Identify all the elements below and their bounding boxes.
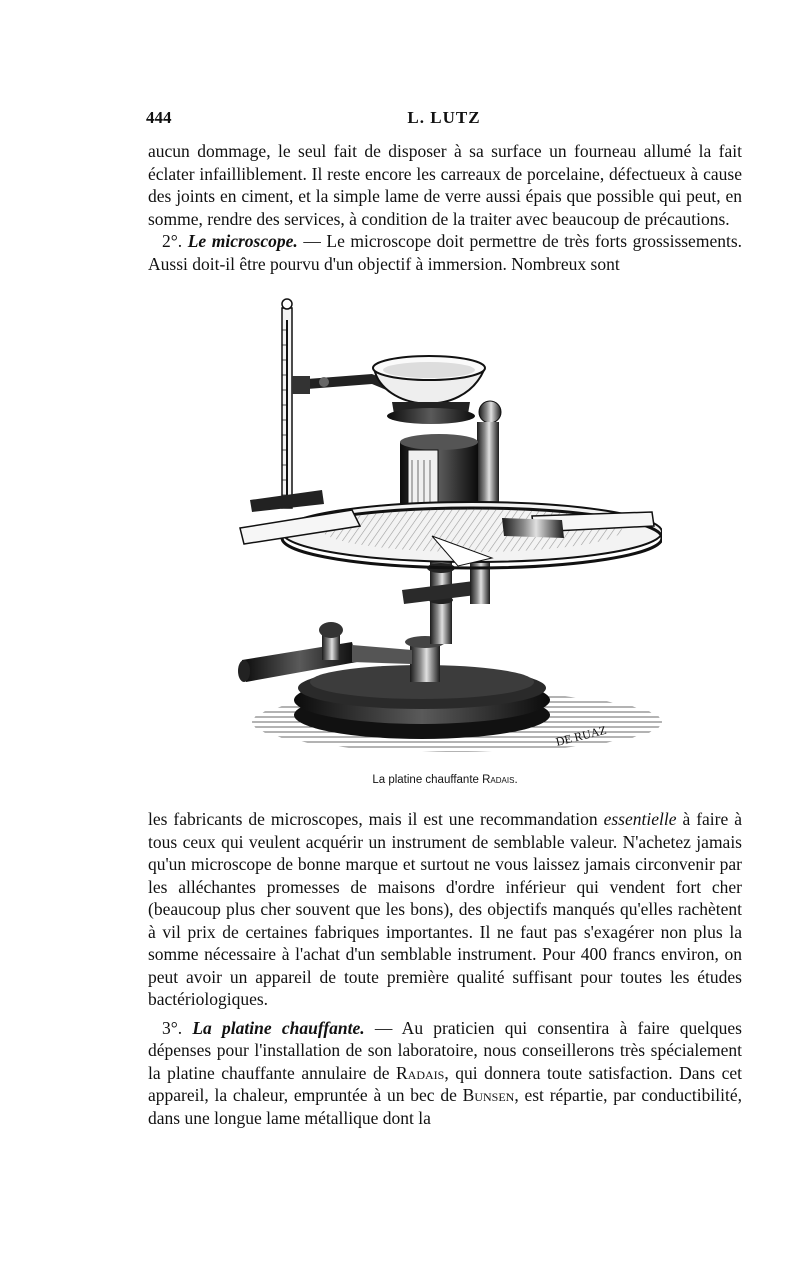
- annular-stage: [240, 490, 662, 568]
- section-title: La platine chauffante.: [192, 1017, 365, 1038]
- text-block-bottom: [148, 808, 742, 1129]
- running-head: L. LUTZ: [407, 108, 481, 127]
- section-number: 3°.: [162, 1017, 183, 1038]
- engraver-signature: DE RUAZ: [554, 722, 608, 749]
- emphasis-essentielle: essentielle: [603, 809, 677, 829]
- name-radais: Radais: [396, 1062, 445, 1083]
- figure-caption: La platine chauffante Radais.: [372, 774, 518, 786]
- paragraph-heating-stage: 3°. La platine chauffante. — Au praticien qui consentira à faire quelques dépenses pour l'installation de son laboratoire, nous conseillerons très spécialement la platine chauffante annulaire de Radais, qui donnera toute satisfaction. Dans cet appareil, la chaleur, empruntée à un bec de Bunsen, est répartie, par conductibilité, dans une longue lame métallique dont la: [148, 1017, 742, 1128]
- paragraph-manufacturers: les fabricants de microscopes, mais il est une recommandation essentielle à faire à tous ceux qui veulent acquérir un instrument de semblable valeur. N'achetez jamais qu'un microscope de bonne marque et surtout ne vous laissez jamais circonvenir par les alléchantes promesses de maisons d'ordre inférieur qui vendent fort cher (beaucoup plus cher souvent que les bons), des objectifs manqués qu'elles rachètent à vil prix de certaines fabriques importantes. Il ne faut pas s'exagérer non plus la somme nécessaire à l'achat d'un semblable instrument. Pour 400 francs environ, on peut avoir un appareil de toute première qualité suffisant pour toutes les études bactériologiques.: [148, 809, 742, 1009]
- page-number: 444: [146, 108, 172, 127]
- section-title: Le microscope.: [187, 231, 298, 251]
- section-number: 2°.: [162, 231, 183, 251]
- heating-stage-engraving: [232, 290, 662, 766]
- text-block-top: [148, 140, 742, 275]
- figure-heating-stage: [232, 290, 662, 766]
- caption-name: Radais: [482, 774, 515, 786]
- paragraph-porcelain: aucun dommage, le seul fait de disposer à sa surface un fourneau allumé la fait éclater infailliblement. Il reste encore les carreaux de porcelaine, défectueux à cause des joints en ciment, et la simple lame de verre aussi épais que possible qui peut, en somme, rendre des services, à condition de la traiter avec beaucoup de précautions.: [148, 141, 742, 229]
- porcelain-dish: [373, 356, 501, 424]
- section-body: — Le microscope doit permettre de très forts grossissements. Aussi doit-il être pourvu d'un objectif à immersion. Nombreux sont: [148, 231, 743, 274]
- paragraph-microscope: [148, 230, 742, 275]
- name-bunsen: Bunsen: [462, 1085, 515, 1105]
- page-header: [146, 108, 742, 130]
